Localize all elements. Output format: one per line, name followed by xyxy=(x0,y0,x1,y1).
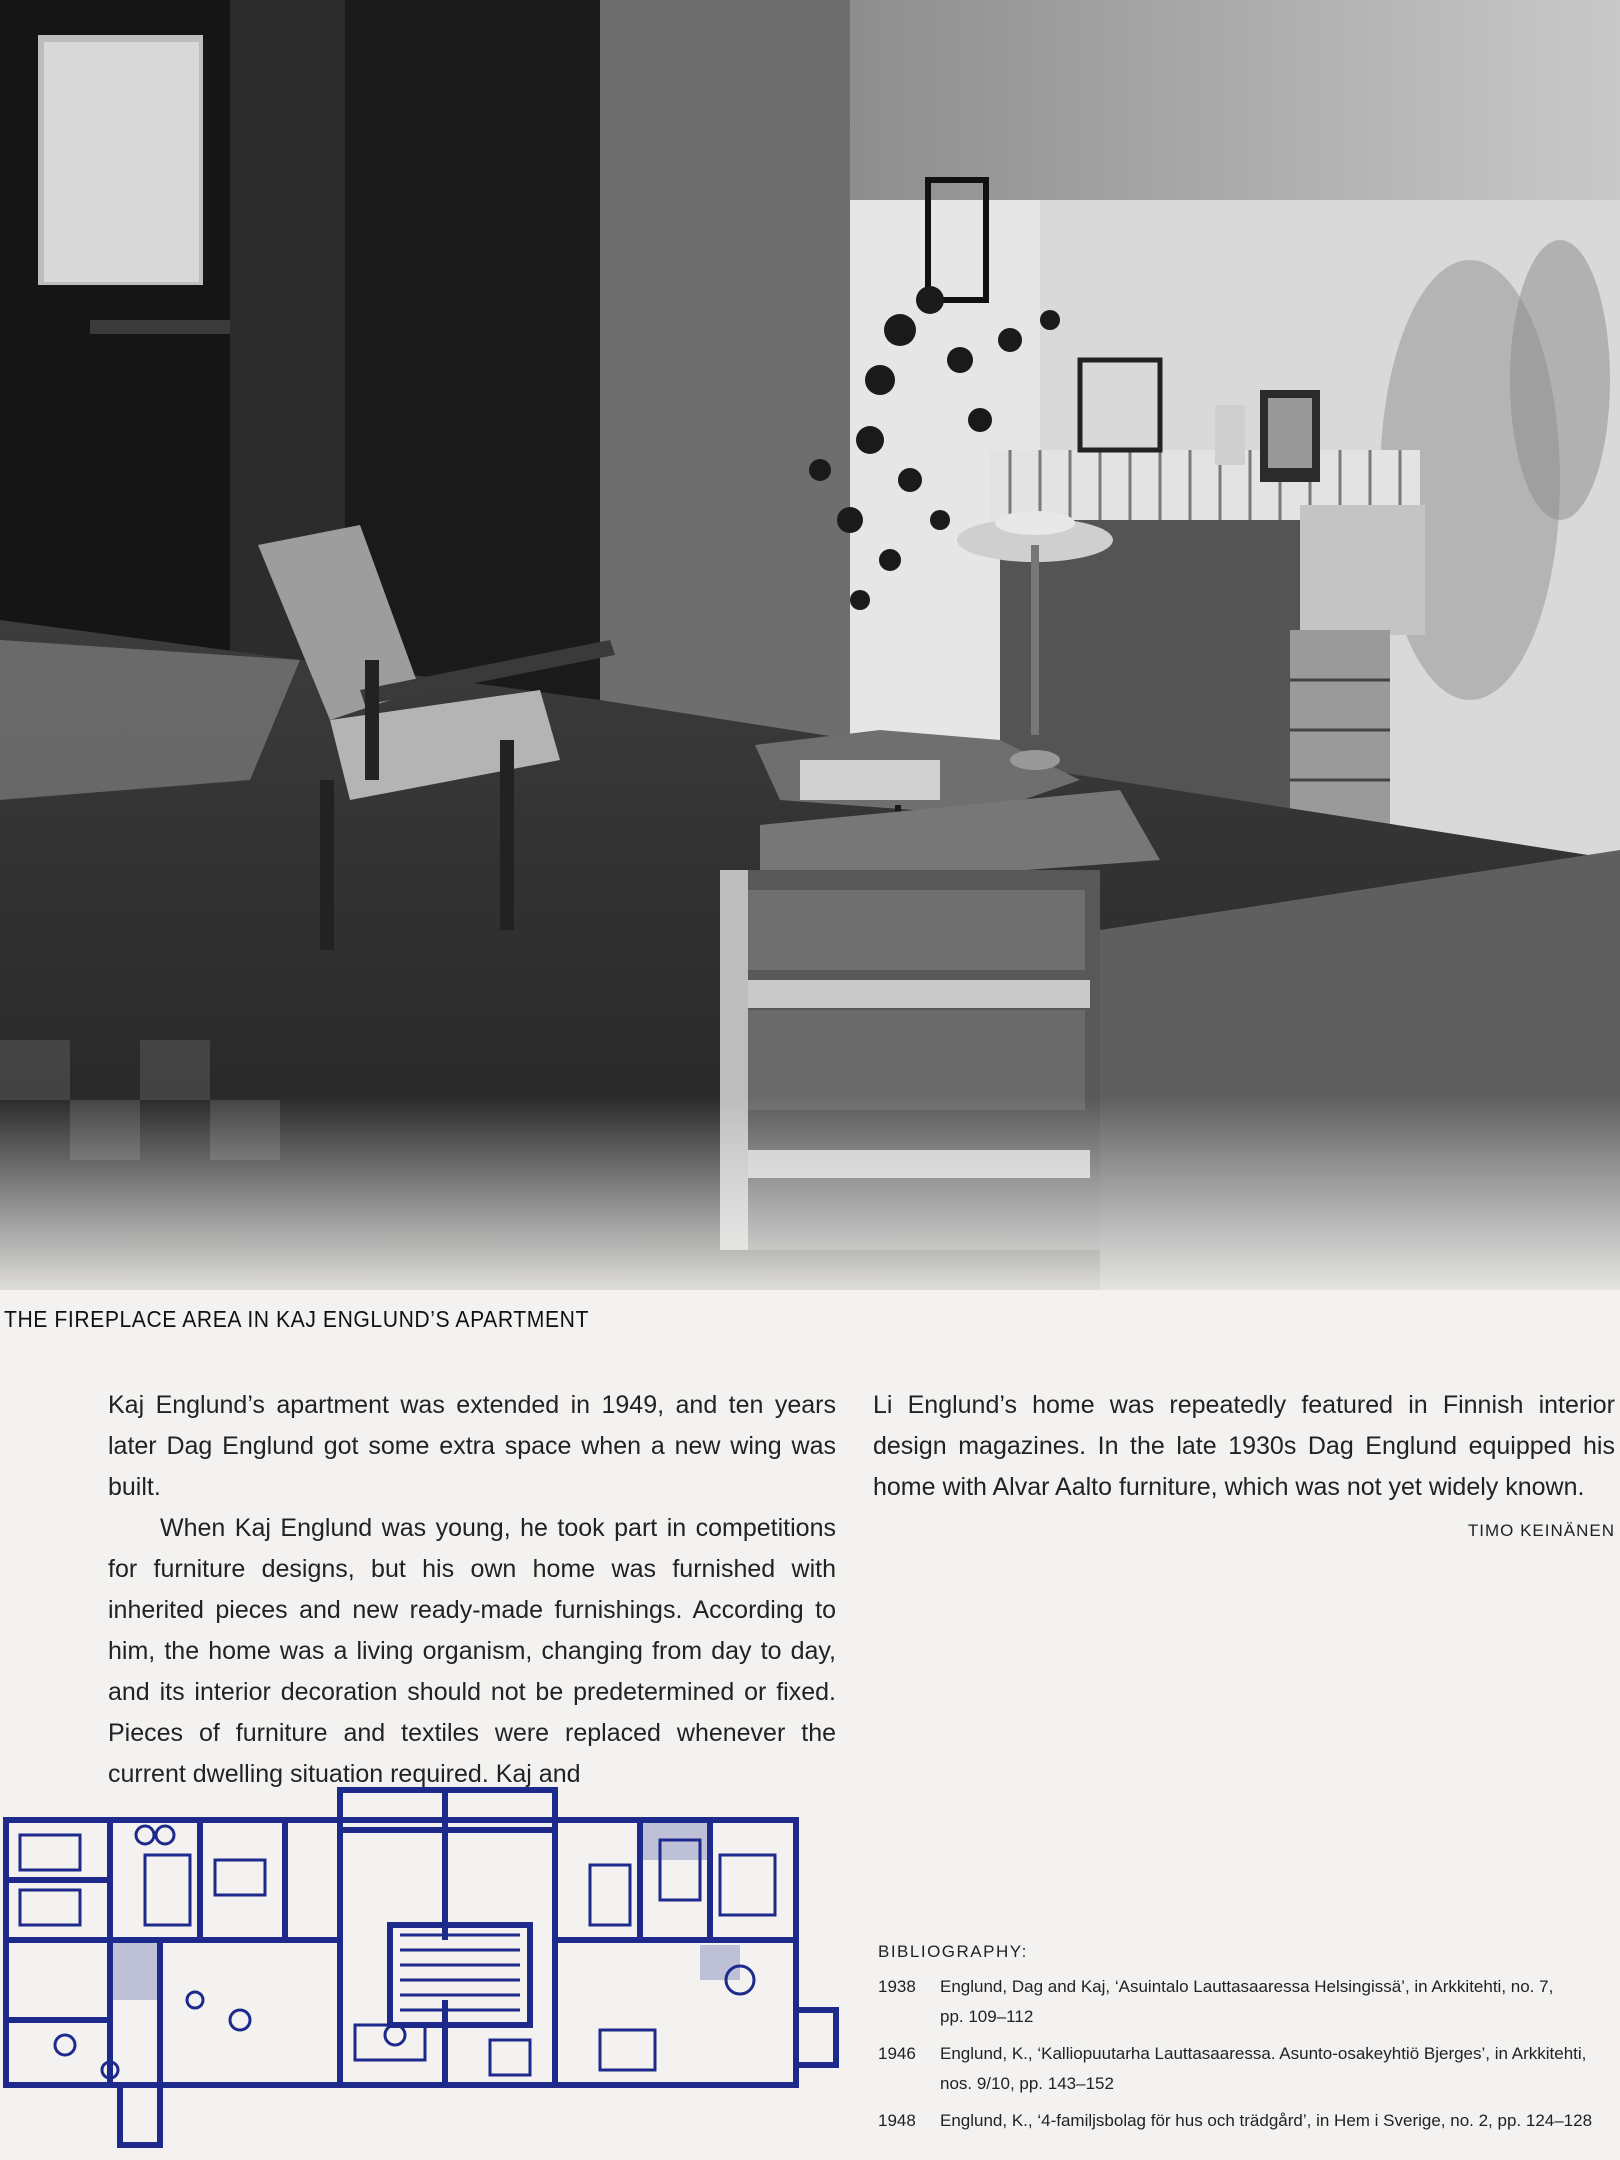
entry-year: 1948 xyxy=(878,2111,916,2130)
author-name: TIMO KEINÄNEN xyxy=(1467,1521,1615,1540)
entry-line: Englund, Dag and Kaj, ‘Asuintalo Lauttasaaressa Helsingissä’, in Arkkitehti, no. 7, xyxy=(940,1977,1554,1996)
entry-year: 1938 xyxy=(878,1977,916,1996)
entry-line: Englund, K., ‘4-familjsbolag för hus och trädgård’, in Hem i Sverige, no. 2, pp. 124–128 xyxy=(940,2111,1593,2130)
paragraph xyxy=(873,1385,1615,1540)
bibliography-heading: BIBLIOGRAPHY: xyxy=(878,1942,1028,1961)
photo-caption: THE FIREPLACE AREA IN KAJ ENGLUND’S APARTMENT xyxy=(4,1306,589,1332)
entry-year: 1946 xyxy=(878,2044,916,2063)
entry-reference xyxy=(940,1972,1598,2032)
paragraph: When Kaj Englund was young, he took part in competitions for furniture designs, but his own home was furnished with inherited pieces and new ready-made furnishings. According to him, the home was a living organism, changing from day to day, and its interior decoration should not be predetermined or fixed. Pieces of furniture and textiles were replaced whenever the current dwelling situation required. Kaj and xyxy=(108,1514,836,1788)
entry-reference xyxy=(940,2106,1598,2136)
floor-plan-drawing xyxy=(0,1770,845,2150)
bibliography-entry xyxy=(878,1972,1598,2032)
entry-line: Englund, K., ‘Kalliopuutarha Lauttasaaressa. Asunto-osakeyhtiö Bjerges’, in Arkkitehti, xyxy=(940,2044,1587,2063)
bibliography-entry xyxy=(878,2106,1598,2136)
text-column-right xyxy=(873,1385,1615,1551)
entry-reference xyxy=(940,2039,1598,2099)
text-column-left xyxy=(108,1385,836,1795)
entry-line: nos. 9/10, pp. 143–152 xyxy=(940,2074,1114,2093)
paragraph-text: Li Englund’s home was repeatedly featured in Finnish interior design magazines. In the late 1930s Dag Englund equipped his home with Alvar Aalto furniture, which was not yet widely known. xyxy=(873,1391,1615,1501)
paragraph: Kaj Englund’s apartment was extended in 1949, and ten years later Dag Englund got some extra space when a new wing was built. xyxy=(108,1391,836,1501)
bibliography-entry xyxy=(878,2039,1598,2099)
bibliography xyxy=(878,1942,1598,2143)
floor-plan xyxy=(0,1770,845,2150)
entry-line: pp. 109–112 xyxy=(940,2007,1034,2026)
